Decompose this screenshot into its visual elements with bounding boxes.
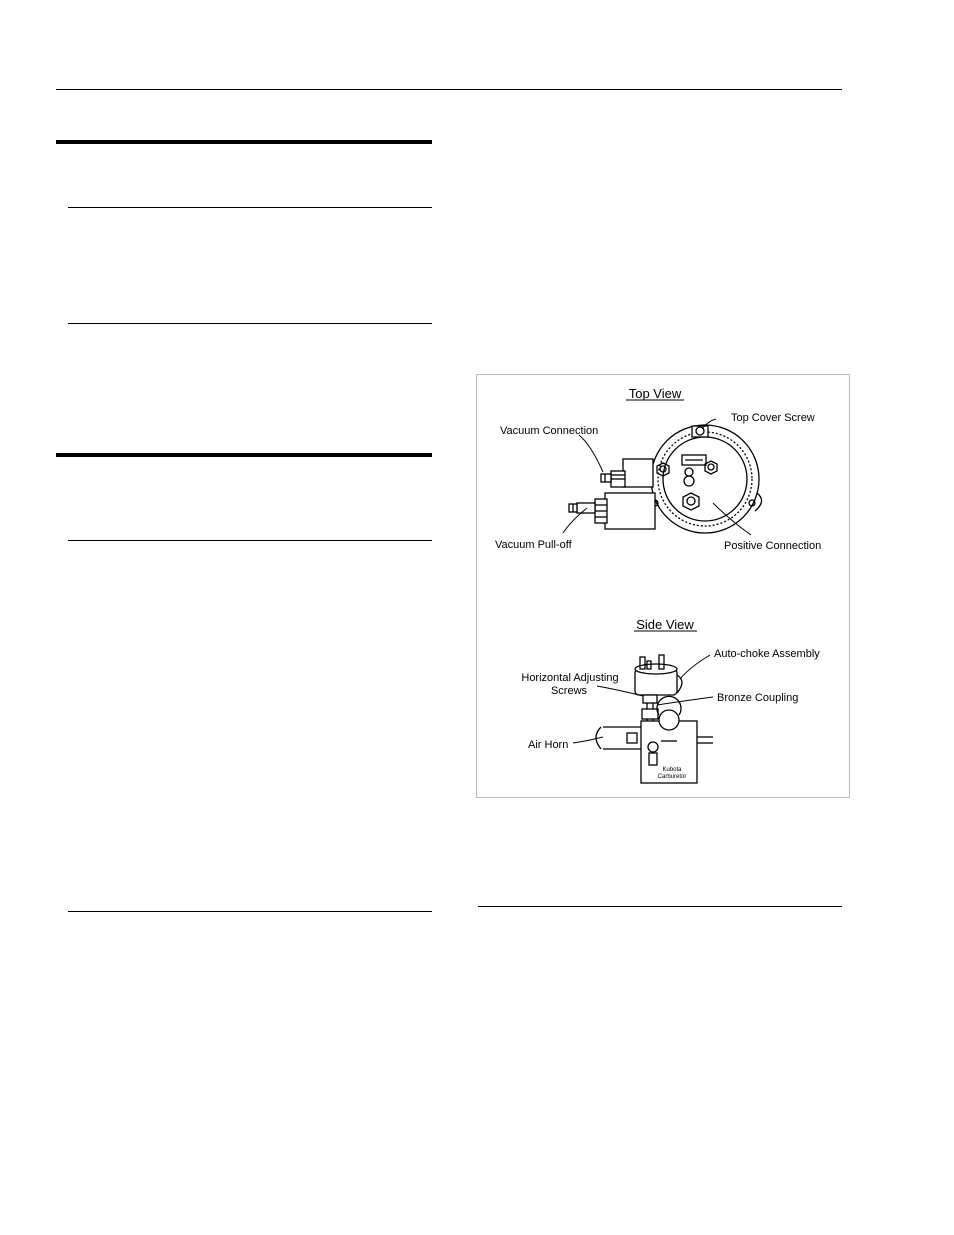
auto-choke-figure bbox=[476, 374, 850, 798]
right-column-rule bbox=[478, 906, 842, 907]
label-air-horn: Air Horn bbox=[528, 739, 569, 751]
leader-auto-choke-assembly bbox=[680, 655, 710, 679]
header-rule bbox=[56, 89, 842, 90]
label-bronze-coupling: Bronze Coupling bbox=[717, 692, 799, 704]
subsection-rule-2 bbox=[68, 323, 432, 324]
top-view-drawing bbox=[569, 425, 762, 533]
subsection-rule-4 bbox=[68, 911, 432, 912]
label-carburetor-line1: Kubota bbox=[662, 767, 682, 773]
subsection-rule-3 bbox=[68, 540, 432, 541]
section-rule-heavy-2 bbox=[56, 453, 432, 457]
leader-bronze-coupling bbox=[657, 697, 713, 705]
side-view-heading: Side View bbox=[636, 617, 694, 632]
label-positive-connection: Positive Connection bbox=[724, 540, 822, 552]
label-top-cover-screw: Top Cover Screw bbox=[731, 412, 815, 424]
top-view-heading: Top View bbox=[628, 386, 682, 401]
label-horizontal-adjusting-line2: Screws bbox=[550, 685, 588, 697]
label-vacuum-connection: Vacuum Connection bbox=[500, 425, 599, 437]
auto-choke-diagram bbox=[477, 375, 851, 799]
section-rule-heavy-1 bbox=[56, 140, 432, 144]
label-auto-choke-assembly: Auto-choke Assembly bbox=[714, 648, 820, 660]
label-vacuum-pull-off: Vacuum Pull-off bbox=[495, 539, 572, 551]
label-carburetor-line2: Carburetor bbox=[657, 774, 687, 780]
label-horizontal-adjusting-line1: Horizontal Adjusting bbox=[521, 672, 619, 684]
subsection-rule-1 bbox=[68, 207, 432, 208]
leader-air-horn bbox=[573, 737, 603, 743]
leader-vacuum-connection bbox=[579, 435, 603, 472]
